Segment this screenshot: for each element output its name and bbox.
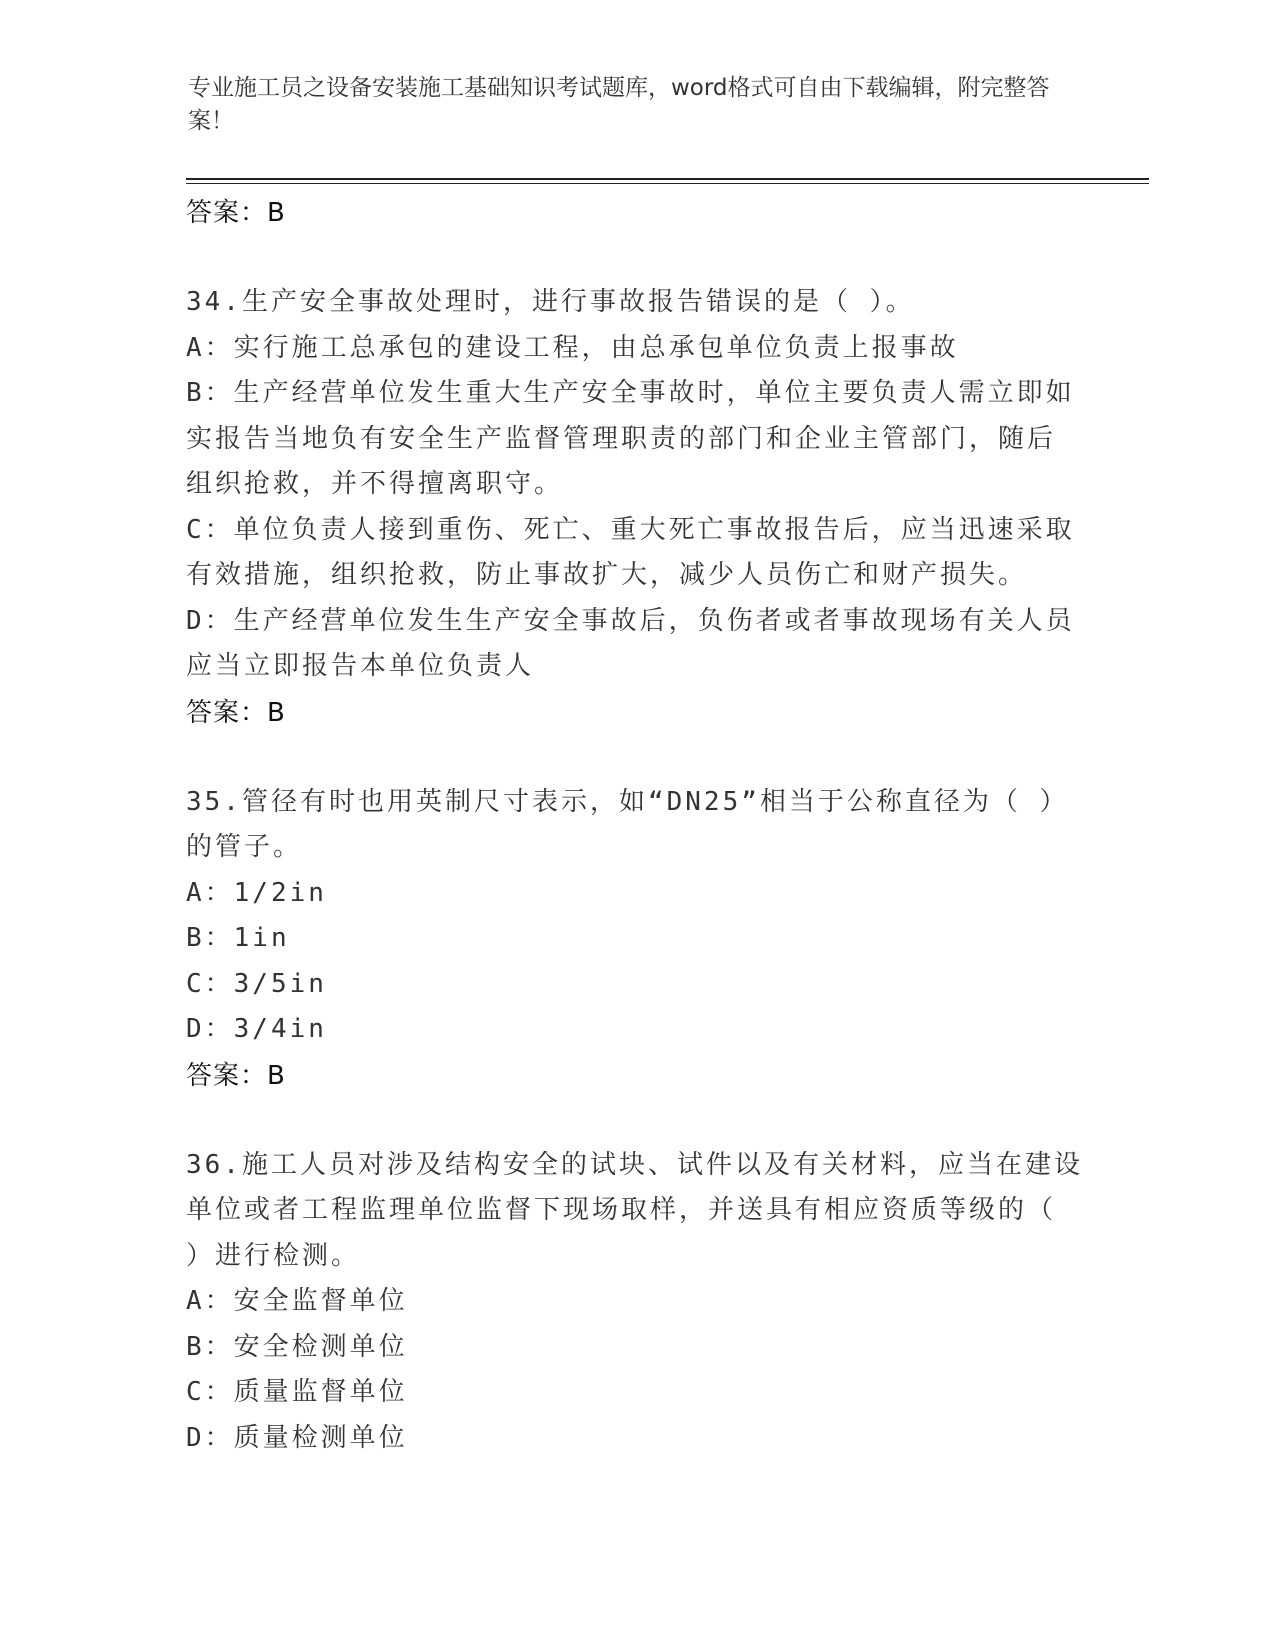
question-35-option-a: A：1/2in <box>186 877 327 908</box>
question-34-option-d-line-1: D：生产经营单位发生生产安全事故后，负伤者或者事故现场有关人员 <box>186 605 1075 636</box>
prev-answer: 答案：B <box>186 198 286 228</box>
document-body <box>186 190 1086 1461</box>
question-34-option-a: A：实行施工总承包的建设工程，由总承包单位负责上报事故 <box>186 332 959 363</box>
question-35-option-c: C：3/5in <box>186 968 327 999</box>
document-header <box>188 72 1068 138</box>
header-text: 专业施工员之设备安装施工基础知识考试题库，word格式可自由下载编辑，附完整答案！ <box>188 75 1050 134</box>
question-34-stem: 34.生产安全事故处理时，进行事故报告错误的是（ ）。 <box>186 287 915 317</box>
question-36 <box>186 1143 1086 1462</box>
question-36-option-c: C：质量监督单位 <box>186 1377 408 1407</box>
question-34-answer: 答案：B <box>186 697 286 728</box>
question-35-option-d: D：3/4in <box>186 1014 327 1044</box>
question-36-option-d: D：质量检测单位 <box>186 1422 408 1453</box>
question-35-option-b: B：1in <box>186 923 290 953</box>
question-34 <box>186 280 1086 736</box>
question-35-stem-line-2: 的管子。 <box>186 832 303 862</box>
question-35-stem-line-1: 35.管径有时也用英制尺寸表示，如“DN25”相当于公称直径为（ ） <box>186 786 1069 817</box>
question-36-option-a: A：安全监督单位 <box>186 1286 408 1316</box>
question-36-stem-line-1: 36.施工人员对涉及结构安全的试块、试件以及有关材料，应当在建设 <box>186 1149 1083 1180</box>
header-divider-thick <box>186 178 1149 180</box>
header-divider-thin <box>186 183 1149 184</box>
question-34-option-d-line-2: 应当立即报告本单位负责人 <box>186 651 535 681</box>
question-36-option-b: B：安全检测单位 <box>186 1331 408 1362</box>
question-35-answer: 答案：B <box>186 1060 286 1091</box>
question-36-stem-line-3: ）进行检测。 <box>186 1240 361 1271</box>
question-34-option-b-line-2: 实报告当地负有安全生产监督管理职责的部门和企业主管部门，随后 <box>186 423 1057 454</box>
question-34-option-b-line-1: B：生产经营单位发生重大生产安全事故时，单位主要负责人需立即如 <box>186 378 1075 408</box>
question-36-stem-line-2: 单位或者工程监理单位监督下现场取样，并送具有相应资质等级的（ <box>186 1195 1057 1225</box>
question-34-option-c-line-1: C：单位负责人接到重伤、死亡、重大死亡事故报告后，应当迅速采取 <box>186 514 1075 545</box>
question-34-option-c-line-2: 有效措施，组织抢救，防止事故扩大，减少人员伤亡和财产损失。 <box>186 560 1028 590</box>
question-35 <box>186 780 1086 1099</box>
question-34-option-b-line-3: 组织抢救，并不得擅离职守。 <box>186 469 564 499</box>
